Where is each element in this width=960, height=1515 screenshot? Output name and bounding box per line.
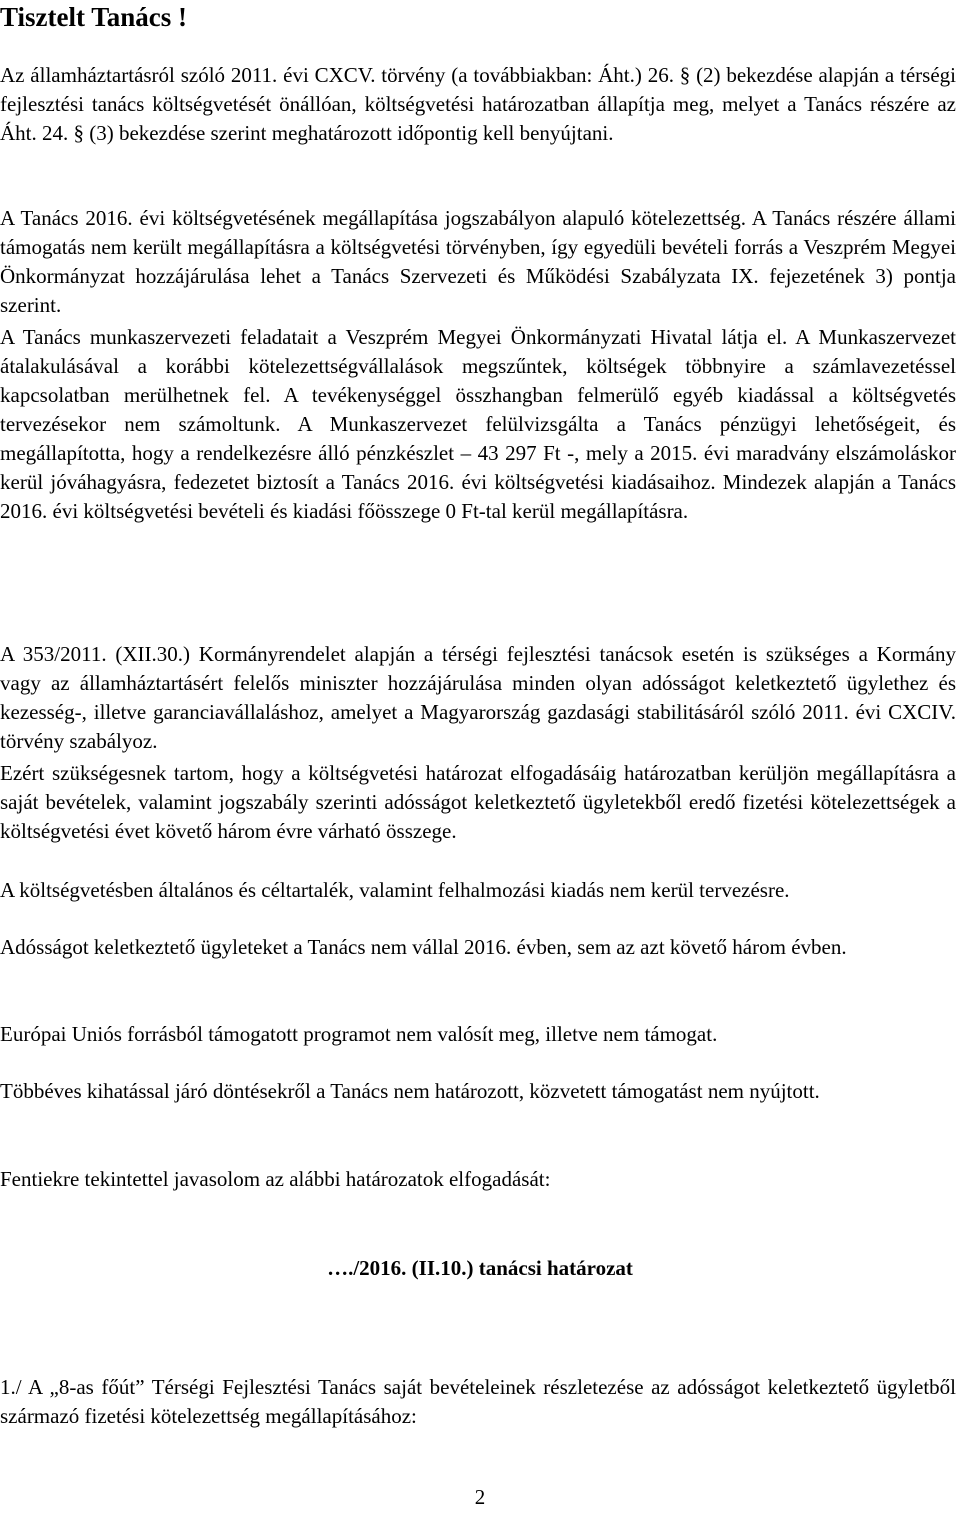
salutation-heading: Tisztelt Tanács ! (0, 2, 188, 32)
resolution-point-1: 1./ A „8-as főút” Térségi Fejlesztési Tanács saját bevételeinek részletezése az adósságot keletkeztető ügyletből származó fizetési kötelezettség megállapításához: (0, 1375, 956, 1428)
paragraph-budget-obligation: A Tanács 2016. évi költségvetésének megállapítása jogszabályon alapuló kötelezettség. A Tanács részére állami támogatás nem került megállapításra a költségvetési törvényben, így egyedüli bevételi forrás a Veszprém Megyei Önkormányzat hozzájárulása lehet a Tanács Szervezeti és Működési Szabályzata IX. fejezetének 3) pontja szerint. (0, 206, 956, 317)
paragraph-own-revenues: Ezért szükségesnek tartom, hogy a költségvetési határozat elfogadásáig határozatban kerüljön megállapításra a saját bevételek, valamint jogszabály szerinti adósságot keletkeztető ügyletekből eredő fizetési kötelezettségek a költségvetési évet követő három évre várható összege. (0, 761, 956, 843)
paragraph-work-organization: A Tanács munkaszervezeti feladatait a Veszprém Megyei Önkormányzati Hivatal látja el. A Munkaszervezet átalakulásával a korábbi kötelezettségvállalások megszűntek, költségek többnyire a számlavezetéssel kapcsolatban merülhetnek fel. A tevékenységgel összhangban felmerülő egyéb kiadással a költségvetés tervezésekor nem számoltunk. A Munkaszervezet felülvizsgálta a Tanács pénzügyi lehetőségeit, és megállapította, hogy a rendelkezésre álló pénzkészlet – 43 297 Ft -, mely a 2015. évi maradvány elszámoláskor kerül jóváhagyásra, fedezetet biztosít a Tanács 2016. évi költségvetési kiadásaihoz. Mindezek alapján a Tanács 2016. évi költségvetési bevételi és kiadási főösszege 0 Ft-tal kerül megállapításra. (0, 325, 956, 523)
paragraph-multi-year-decisions: Többéves kihatással járó döntésekről a Tanács nem határozott, közvetett támogatást nem nyújtott. (0, 1079, 820, 1103)
paragraph-debt-transactions: Adósságot keletkeztető ügyleteket a Tanács nem vállal 2016. évben, sem az azt követő három évben. (0, 935, 847, 959)
paragraph-proposal: Fentiekre tekintettel javasolom az alábbi határozatok elfogadását: (0, 1167, 551, 1191)
paragraph-legal-basis: Az államháztartásról szóló 2011. évi CXCV. törvény (a továbbiakban: Áht.) 26. § (2) bekezdése alapján a térségi fejlesztési tanács költségvetését önállóan, költségvetési határozatban állapítja meg, melyet a Tanács részére az Áht. 24. § (3) bekezdése szerint meghatározott időpontig kell benyújtani. (0, 63, 956, 145)
paragraph-government-decree: A 353/2011. (XII.30.) Kormányrendelet alapján a térségi fejlesztési tanácsok esetén is szükséges a Kormány vagy az államháztartásért felelős miniszter hozzájárulása minden olyan adósságot keletkeztető ügylethez és kezesség-, illetve garanciavállaláshoz, amelyet a Magyarország gazdasági stabilitásáról szóló 2011. évi CXCIV. törvény szabályoz. (0, 642, 956, 753)
paragraph-reserves: A költségvetésben általános és céltartalék, valamint felhalmozási kiadás nem kerül tervezésre. (0, 878, 790, 902)
resolution-title: …./2016. (II.10.) tanácsi határozat (327, 1256, 633, 1280)
page-number: 2 (474, 1485, 486, 1509)
paragraph-eu-programs: Európai Uniós forrásból támogatott programot nem valósít meg, illetve nem támogat. (0, 1022, 718, 1046)
